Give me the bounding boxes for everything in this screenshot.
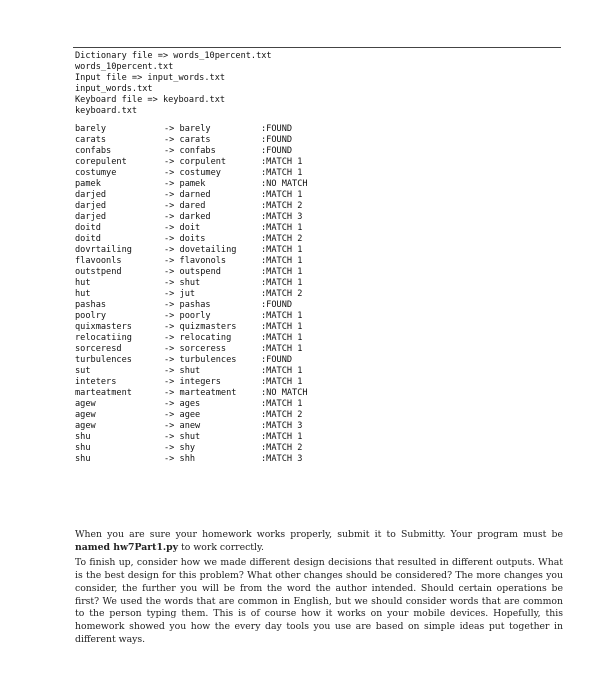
- match-status: :MATCH 1: [261, 256, 303, 266]
- suggested-word: -> quizmasters: [164, 322, 237, 332]
- suggested-word: -> sorceress: [164, 344, 227, 354]
- suggested-word: -> darked: [164, 212, 211, 222]
- input-word: confabs: [75, 146, 112, 156]
- header-line: Keyboard file => keyboard.txt: [75, 95, 226, 105]
- match-status: :FOUND: [261, 300, 293, 310]
- suggested-word: -> shut: [164, 432, 201, 442]
- suggested-word: -> dovetailing: [164, 245, 237, 255]
- match-status: :FOUND: [261, 355, 293, 365]
- top-rule: [73, 47, 561, 48]
- header-line: Input file => input_words.txt: [75, 73, 226, 83]
- match-status: :MATCH 1: [261, 322, 303, 332]
- suggested-word: -> jut: [164, 289, 196, 299]
- match-status: :MATCH 1: [261, 278, 303, 288]
- match-status: :MATCH 1: [261, 344, 303, 354]
- match-status: :MATCH 1: [261, 168, 303, 178]
- match-status: :NO MATCH: [261, 179, 308, 189]
- match-status: :MATCH 3: [261, 421, 303, 431]
- input-word: darjed: [75, 212, 107, 222]
- suggested-word: -> barely: [164, 124, 211, 134]
- suggested-word: -> shy: [164, 443, 196, 453]
- match-status: :FOUND: [261, 124, 293, 134]
- input-word: turbulences: [75, 355, 132, 365]
- match-status: :MATCH 3: [261, 212, 303, 222]
- header-line: keyboard.txt: [75, 106, 138, 116]
- input-word: pashas: [75, 300, 107, 310]
- match-status: :MATCH 1: [261, 377, 303, 387]
- suggested-word: -> agee: [164, 410, 201, 420]
- input-word: marteatment: [75, 388, 132, 398]
- suggested-word: -> outspend: [164, 267, 221, 277]
- instructions-text: [75, 529, 563, 649]
- input-word: inteters: [75, 377, 117, 387]
- suggested-word: -> shut: [164, 366, 201, 376]
- match-status: :FOUND: [261, 135, 293, 145]
- suggested-word: -> confabs: [164, 146, 216, 156]
- input-word: dovrtailing: [75, 245, 132, 255]
- suggested-word: -> poorly: [164, 311, 211, 321]
- match-status: :MATCH 1: [261, 311, 303, 321]
- input-word: sorceresd: [75, 344, 122, 354]
- input-word: sut: [75, 366, 91, 376]
- suggested-word: -> flavonols: [164, 256, 227, 266]
- header-line: input_words.txt: [75, 84, 153, 94]
- discussion-paragraph: To finish up, consider how we made different design decisions that resulted in different outputs. What is the best design for this problem? What other changes should be considered? The more changes you consider, the further you will be from the word the author intended. Should certain operations be first? We used the words that are common in English, but we should consider words that are common to the person typing them. This is of course how it works on your mobile devices. Hopefully, this homework showed you how the every day tools you use are based on simple ideas put together in different ways.: [75, 557, 563, 645]
- header-line: Dictionary file => words_10percent.txt: [75, 51, 272, 61]
- program-header-output: [75, 51, 272, 117]
- suggested-word: -> shut: [164, 278, 201, 288]
- suggested-word: -> marteatment: [164, 388, 237, 398]
- input-word: pamek: [75, 179, 101, 189]
- submission-text-end: to work correctly.: [178, 541, 264, 553]
- header-line: words_10percent.txt: [75, 62, 174, 72]
- input-word: doitd: [75, 234, 101, 244]
- input-word: hut: [75, 289, 91, 299]
- input-word: agew: [75, 399, 96, 409]
- input-word: shu: [75, 443, 91, 453]
- input-word: poolry: [75, 311, 107, 321]
- required-filename: named hw7Part1.py: [75, 541, 179, 553]
- match-status: :MATCH 2: [261, 289, 303, 299]
- suggested-word: -> costumey: [164, 168, 221, 178]
- input-word: shu: [75, 454, 91, 464]
- match-status: :MATCH 1: [261, 399, 303, 409]
- match-status: :MATCH 1: [261, 157, 303, 167]
- input-word: agew: [75, 410, 96, 420]
- match-status: :MATCH 2: [261, 234, 303, 244]
- match-status: :MATCH 2: [261, 443, 303, 453]
- input-word: costumye: [75, 168, 117, 178]
- suggested-word: -> doit: [164, 223, 201, 233]
- suggested-word: -> integers: [164, 377, 221, 387]
- suggested-word: -> darned: [164, 190, 211, 200]
- match-status: :MATCH 1: [261, 267, 303, 277]
- input-word: quixmasters: [75, 322, 132, 332]
- input-word: darjed: [75, 201, 107, 211]
- match-status: :MATCH 1: [261, 190, 303, 200]
- match-status: :MATCH 1: [261, 245, 303, 255]
- input-word: corepulent: [75, 157, 127, 167]
- suggested-word: -> dared: [164, 201, 206, 211]
- match-status: :MATCH 1: [261, 333, 303, 343]
- match-status: :MATCH 1: [261, 223, 303, 233]
- input-word: darjed: [75, 190, 107, 200]
- suggested-word: -> corpulent: [164, 157, 227, 167]
- match-status: :MATCH 2: [261, 410, 303, 420]
- input-word: flavoonls: [75, 256, 122, 266]
- input-word: doitd: [75, 223, 101, 233]
- suggested-word: -> relocating: [164, 333, 232, 343]
- suggested-word: -> pamek: [164, 179, 206, 189]
- match-status: :MATCH 1: [261, 366, 303, 376]
- match-status: :FOUND: [261, 146, 293, 156]
- suggested-word: -> carats: [164, 135, 211, 145]
- suggested-word: -> shh: [164, 454, 196, 464]
- suggested-word: -> doits: [164, 234, 206, 244]
- input-word: shu: [75, 432, 91, 442]
- input-word: outstpend: [75, 267, 122, 277]
- match-status: :MATCH 3: [261, 454, 303, 464]
- input-word: agew: [75, 421, 96, 431]
- suggested-word: -> pashas: [164, 300, 211, 310]
- match-status: :NO MATCH: [261, 388, 308, 398]
- match-status: :MATCH 2: [261, 201, 303, 211]
- input-word: hut: [75, 278, 91, 288]
- submission-paragraph: [75, 529, 563, 554]
- input-word: carats: [75, 135, 107, 145]
- match-status: :MATCH 1: [261, 432, 303, 442]
- submission-text: When you are sure your homework works properly, submit it to Submitty. Your program must be: [75, 529, 563, 540]
- input-word: relocatiing: [75, 333, 132, 343]
- suggested-word: -> turbulences: [164, 355, 237, 365]
- suggested-word: -> anew: [164, 421, 201, 431]
- input-word: barely: [75, 124, 107, 134]
- suggested-word: -> ages: [164, 399, 201, 409]
